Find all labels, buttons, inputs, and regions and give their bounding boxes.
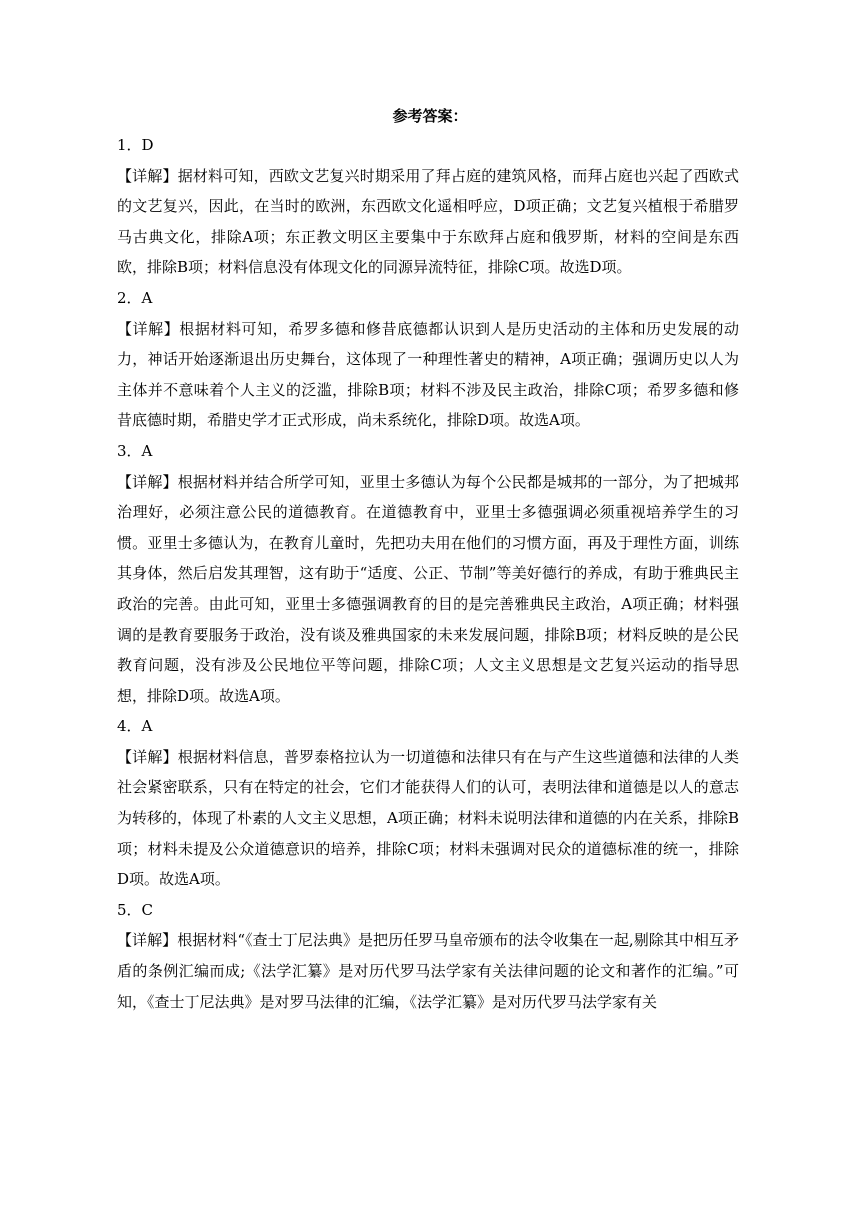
answer-item — [117, 130, 739, 283]
explanation-tag: 【详解】 — [117, 747, 178, 766]
explanation-tag: 【详解】 — [117, 319, 180, 338]
answer-list — [117, 130, 739, 1017]
explanation-text: 根据材料“《查士丁尼法典》是把历任罗马皇帝颁布的法令收集在一起,剔除其中相互矛盾的条例汇编而成;《法学汇纂》是对历代罗马法学家有关法律问题的论文和著作的汇编。”可知，《查士丁尼法典》是对罗马法律的汇编，《法学汇纂》是对历代罗马法学家有关 — [117, 931, 739, 1011]
explanation-tag: 【详解】 — [117, 472, 178, 491]
answer-number: 3．A — [117, 441, 153, 460]
answer-item — [117, 711, 739, 895]
answer-item — [117, 895, 739, 1017]
answer-number: 1．D — [117, 136, 154, 154]
answer-item — [117, 283, 739, 436]
answer-number: 2．A — [117, 288, 153, 307]
explanation-text: 根据材料信息，普罗泰格拉认为一切道德和法律只有在与产生这些道德和法律的人类社会紧密联系，只有在特定的社会，它们才能获得人们的认可，表明法律和道德是以人的意志为转移的，体现了朴素的人文主义思想，A项正确；材料未说明法律和道德的内在关系，排除B项；材料未提及公众道德意识的培养，排除C项；材料未强调对民众的道德标准的统一，排除D项。故选A项。 — [117, 747, 739, 889]
explanation-text: 根据材料并结合所学可知，亚里士多德认为每个公民都是城邦的一部分，为了把城邦治理好，必须注意公民的道德教育。在道德教育中，亚里士多德强调必须重视培养学生的习惯。亚里士多德认为，在教育儿童时，先把功夫用在他们的习惯方面，再及于理性方面，训练其身体，然后启发其理智，这有助于“适度、公正、节制”等美好德行的养成，有助于雅典民主政治的完善。由此可知，亚里士多德强调教育的目的是完善雅典民主政治，A项正确；材料强调的是教育要服务于政治，没有谈及雅典国家的未来发展问题，排除B项；材料反映的是公民教育问题，没有涉及公民地位平等问题，排除C项；人文主义思想是文艺复兴运动的指导思想，排除D项。故选A项。 — [117, 472, 739, 705]
answer-explanation — [117, 742, 739, 895]
answer-explanation — [117, 161, 739, 283]
answer-number: 5．C — [117, 900, 154, 919]
answer-explanation — [117, 925, 739, 1017]
answer-item — [117, 436, 739, 711]
answer-number: 4．A — [117, 717, 153, 736]
explanation-text: 据材料可知，西欧文艺复兴时期采用了拜占庭的建筑风格，而拜占庭也兴起了西欧式的文艺复兴，因此，在当时的欧洲，东西欧文化遥相呼应，D项正确；文艺复兴植根于希腊罗马古典文化，排除A项；东正教文明区主要集中于东欧拜占庭和俄罗斯，材料的空间是东西欧，排除B项；材料信息没有体现文化的同源异流特征，排除C项。故选D项。 — [117, 166, 739, 277]
answer-explanation — [117, 314, 739, 436]
page-title: 参考答案： — [392, 107, 468, 125]
explanation-tag: 【详解】 — [117, 166, 178, 185]
explanation-tag: 【详解】 — [117, 931, 178, 950]
answer-explanation — [117, 467, 739, 712]
explanation-text: 根据材料可知，希罗多德和修昔底德都认识到人是历史活动的主体和历史发展的动力，神话开始逐渐退出历史舞台，这体现了一种理性著史的精神，A项正确；强调历史以人为主体并不意味着个人主义的泛滥，排除B项；材料不涉及民主政治，排除C项；希罗多德和修昔底德时期，希腊史学才正式形成，尚未系统化，排除D项。故选A项。 — [117, 319, 739, 430]
